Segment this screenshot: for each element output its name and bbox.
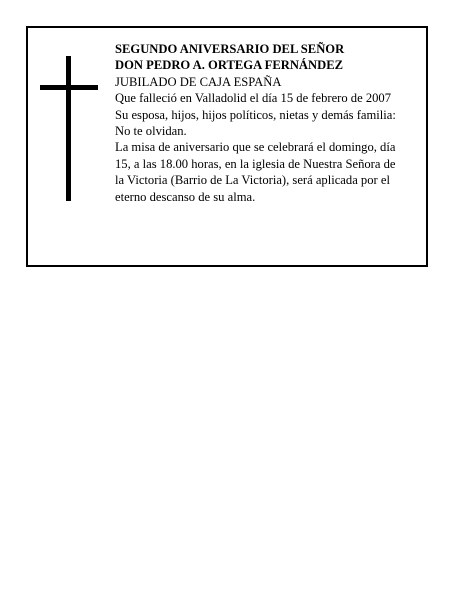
cross-vertical-bar [66, 56, 71, 201]
notice-mass-line-1: La misa de aniversario que se celebrará el domingo, día [115, 140, 396, 155]
notice-text [115, 41, 421, 205]
notice-family-line-1: Su esposa, hijos, hijos políticos, nietas y demás familia: [115, 107, 396, 122]
notice-mass-line-4: eterno descanso de su alma. [115, 189, 256, 204]
notice-mass-line-3: la Victoria (Barrio de La Victoria), será aplicada por el [115, 173, 390, 188]
cross-icon [40, 56, 100, 201]
notice-family-line-2: No te olvidan. [115, 124, 187, 139]
notice-heading-line-1: SEGUNDO ANIVERSARIO DEL SEÑOR [115, 42, 345, 56]
obituary-notice [26, 26, 428, 267]
notice-heading-line-2: DON PEDRO A. ORTEGA FERNÁNDEZ [115, 58, 344, 73]
notice-subtitle: JUBILADO DE CAJA ESPAÑA [115, 74, 282, 89]
notice-death-info: Que falleció en Valladolid el día 15 de febrero de 2007 [115, 91, 392, 106]
notice-mass-line-2: 15, a las 18.00 horas, en la iglesia de Nuestra Señora de [115, 156, 396, 171]
cross-horizontal-bar [40, 85, 98, 90]
